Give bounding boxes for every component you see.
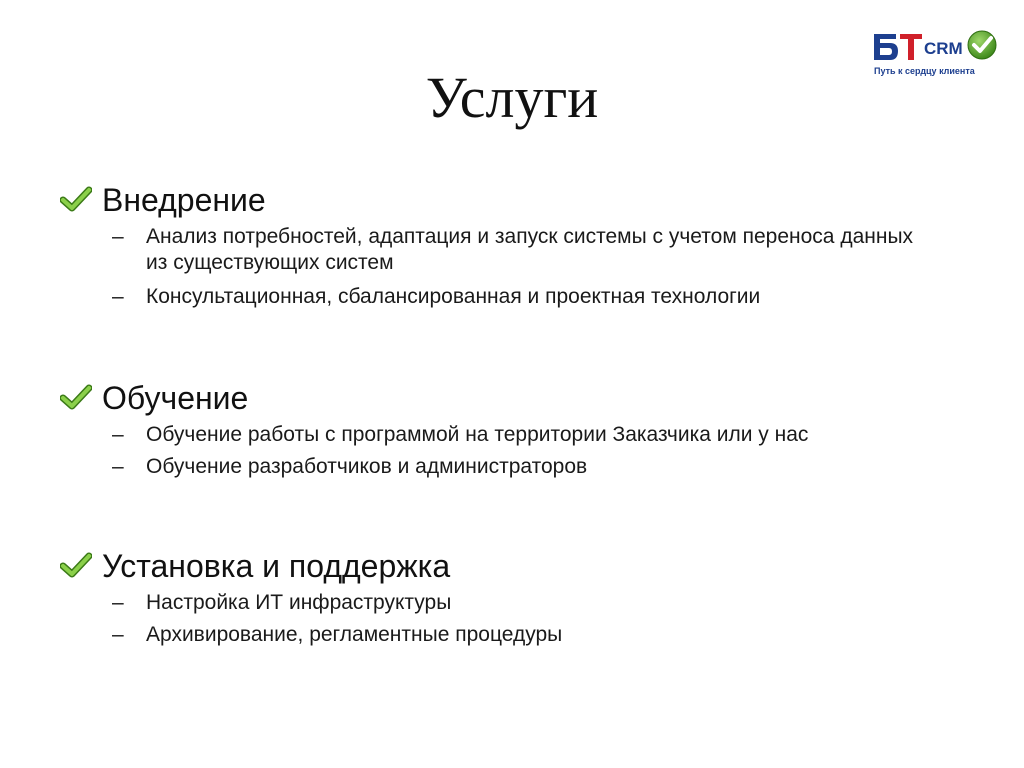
- list-item-text: Консультационная, сбалансированная и проектная технологии: [146, 285, 761, 308]
- logo-letter-t: [900, 34, 922, 60]
- section-title: Внедрение: [102, 182, 266, 218]
- sub-list: [60, 224, 980, 310]
- slide-title: Услуги: [425, 65, 599, 130]
- dash-bullet: –: [112, 423, 124, 446]
- list-item: [60, 622, 980, 648]
- list-item: [60, 422, 980, 448]
- section-heading: [60, 378, 980, 420]
- list-item-text: Архивирование, регламентные процедуры: [146, 623, 563, 646]
- list-item-text: Анализ потребностей, адаптация и запуск системы с учетом переноса данных из существующих систем: [146, 225, 914, 274]
- logo-letter-b: [874, 34, 898, 60]
- dash-bullet: –: [112, 225, 124, 248]
- logo-graphic: [870, 28, 1000, 66]
- list-item-text: Обучение работы с программой на территории Заказчика или у нас: [146, 423, 809, 446]
- dash-bullet: –: [112, 623, 124, 646]
- section-title: Установка и поддержка: [102, 548, 451, 584]
- section-title: Обучение: [102, 380, 249, 416]
- green-checkmark-icon: [60, 186, 92, 212]
- logo-crm-text: CRM: [924, 39, 963, 58]
- green-checkmark-icon: [60, 552, 92, 578]
- green-checkmark-icon: [60, 384, 92, 410]
- dash-bullet: –: [112, 591, 124, 614]
- section-implementation: [60, 180, 980, 310]
- section-heading: [60, 546, 980, 588]
- sub-list: [60, 590, 980, 648]
- sub-list: [60, 422, 980, 480]
- list-item: [60, 224, 980, 276]
- dash-bullet: –: [112, 455, 124, 478]
- section-installation-support: [60, 546, 980, 648]
- list-item: [60, 284, 980, 310]
- section-training: [60, 378, 980, 480]
- dash-bullet: –: [112, 285, 124, 308]
- list-item: [60, 454, 980, 480]
- section-heading: [60, 180, 980, 222]
- list-item-text: Настройка ИТ инфраструктуры: [146, 591, 452, 614]
- list-item: [60, 590, 980, 616]
- list-item-text: Обучение разработчиков и администраторов: [146, 455, 588, 478]
- logo-tagline: Путь к сердцу клиента: [874, 66, 975, 76]
